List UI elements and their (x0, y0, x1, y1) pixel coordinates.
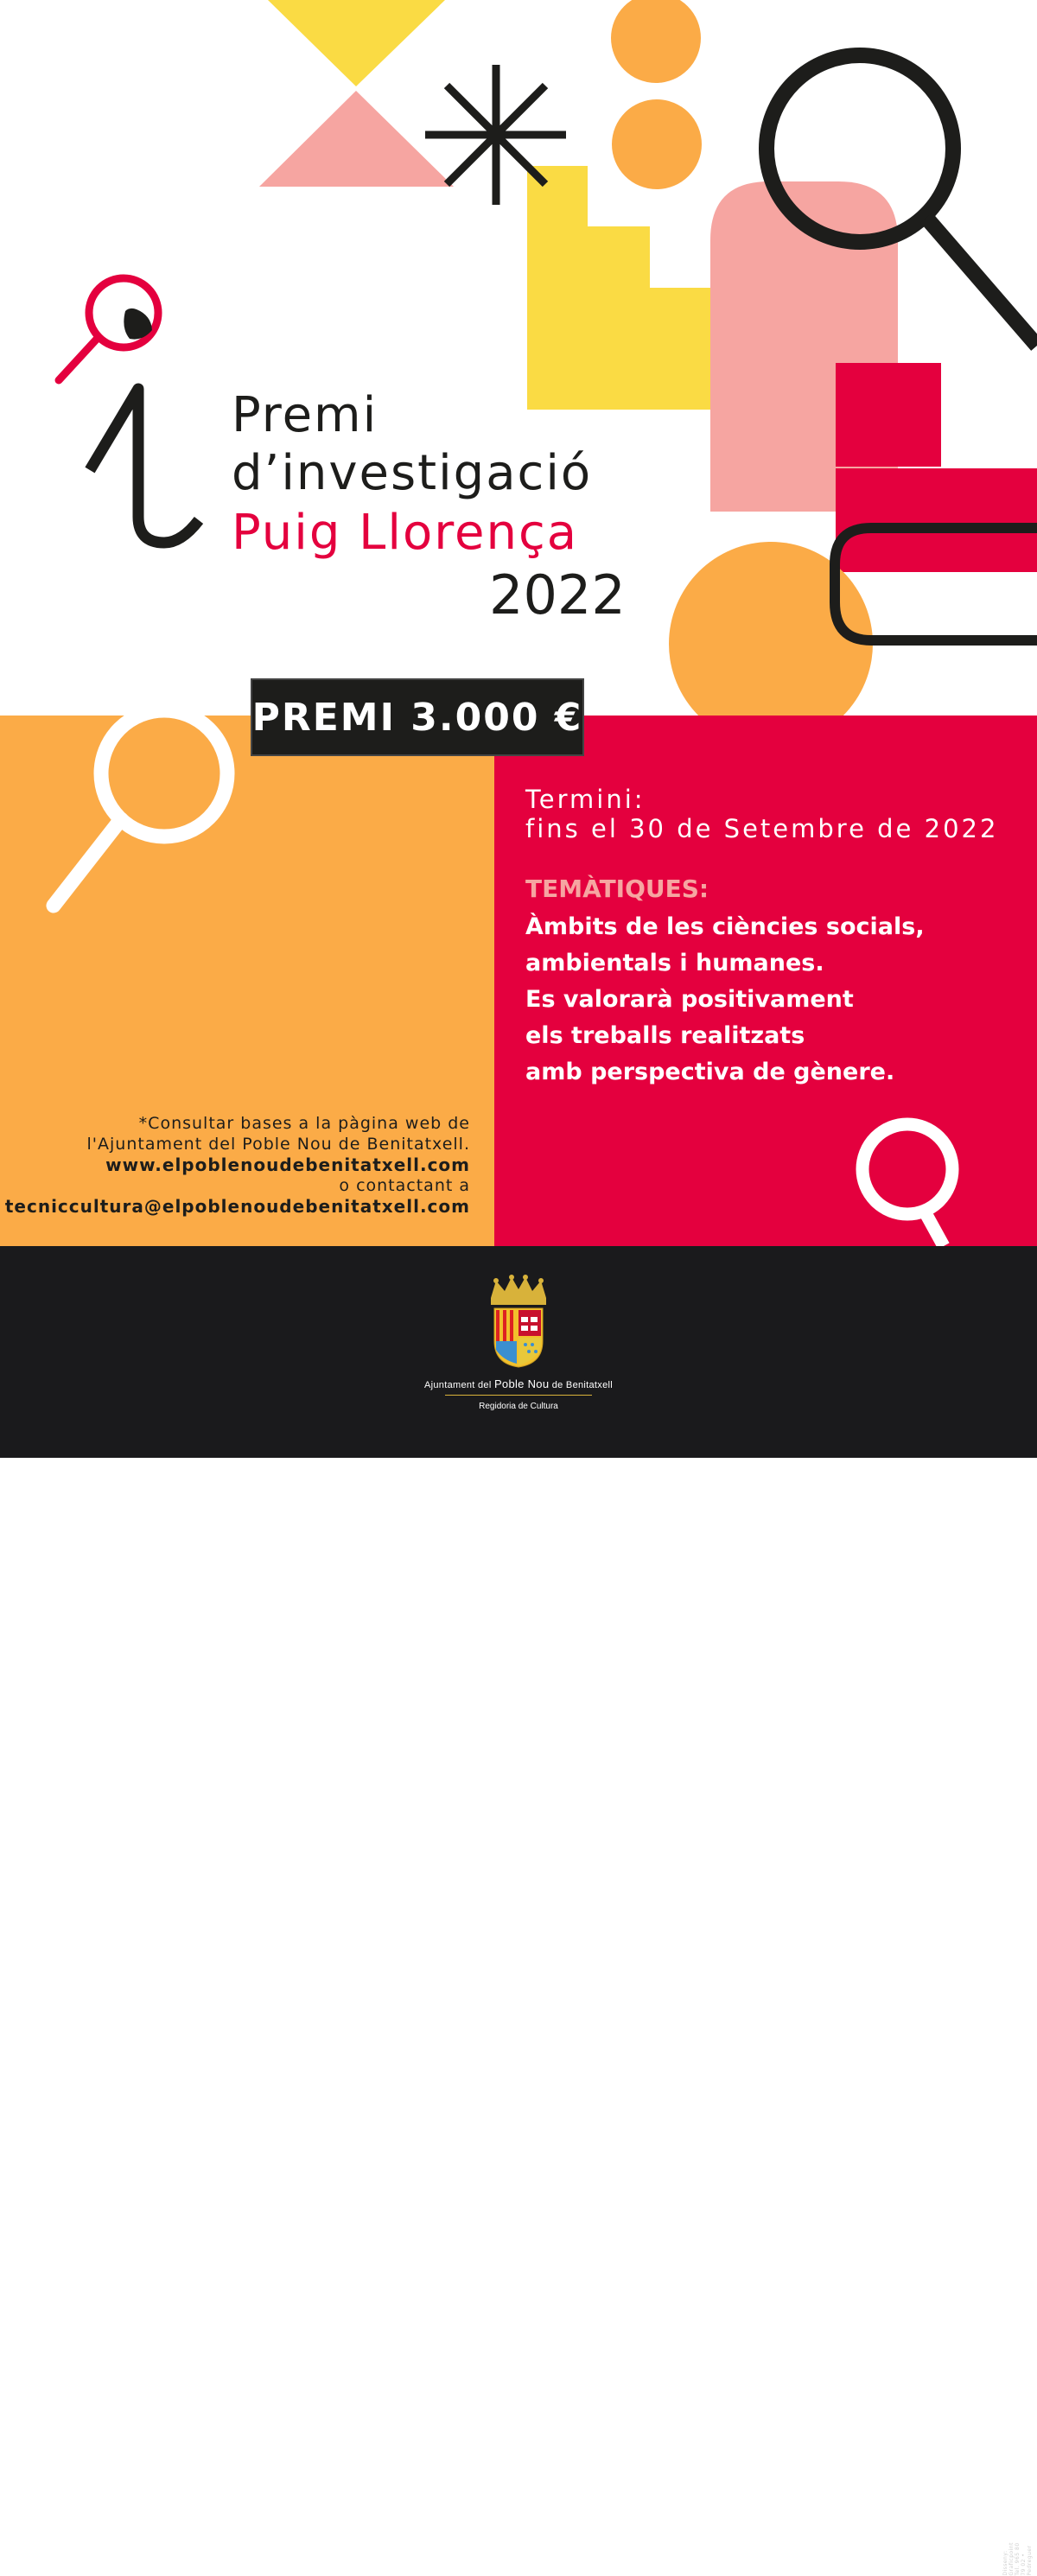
theme-line: ambientals i humanes. (525, 950, 824, 976)
info-line-1: *Consultar bases a la pàgina web de (138, 1114, 470, 1133)
theme-line: amb perspectiva de gènere. (525, 1059, 895, 1085)
crimson-block-wide (836, 468, 1037, 572)
yellow-triangle (268, 0, 445, 86)
theme-line: Àmbits de les ciències socials, (525, 913, 925, 940)
footer-org (346, 1377, 691, 1390)
info-line-2: l'Ajuntament del Poble Nou de Benitatxell. (86, 1135, 470, 1154)
footer-department: Regidoria de Cultura (479, 1402, 558, 1411)
email-link[interactable]: tecniccultura@elpoblenoudebenitatxell.com (4, 1196, 470, 1217)
prize-badge: PREMI 3.000 € (251, 678, 584, 756)
themes-title: TEMÀTIQUES: (525, 875, 709, 903)
coat-of-arms-icon (484, 1274, 553, 1369)
deadline-value: fins el 30 de Setembre de 2022 (525, 814, 999, 843)
org-prefix: Ajuntament del (424, 1380, 492, 1390)
footer-divider (445, 1395, 592, 1396)
org-suffix: de Benitatxell (551, 1380, 613, 1390)
orange-circle-large (669, 542, 873, 746)
footer-bar (0, 1246, 1037, 2576)
deadline-label: Termini: (525, 785, 646, 814)
title-line-2: d’investigació (232, 445, 593, 501)
info-block (5, 1113, 470, 1217)
pink-triangle (259, 91, 454, 187)
org-name: Poble Nou (493, 1377, 550, 1390)
info-line-4: o contactant a (339, 1176, 470, 1195)
theme-line: els treballs realitzats (525, 1022, 805, 1049)
title-line-1: Premi (232, 387, 379, 443)
theme-line: Es valorarà positivament (525, 986, 854, 1013)
orange-circle-mid (612, 99, 702, 189)
title-line-3: Puig Llorença (232, 505, 579, 561)
crimson-block-top (836, 363, 941, 467)
i-logo-icon (59, 278, 199, 543)
website-link[interactable]: www.elpoblenoudebenitatxell.com (105, 1154, 470, 1175)
orange-circle-top (611, 0, 701, 83)
designer-credit: Disseny: Graficpoint Tel. 965 80 79 02 • Pedreguer (1002, 2541, 1033, 2576)
title-year: 2022 (489, 563, 626, 627)
